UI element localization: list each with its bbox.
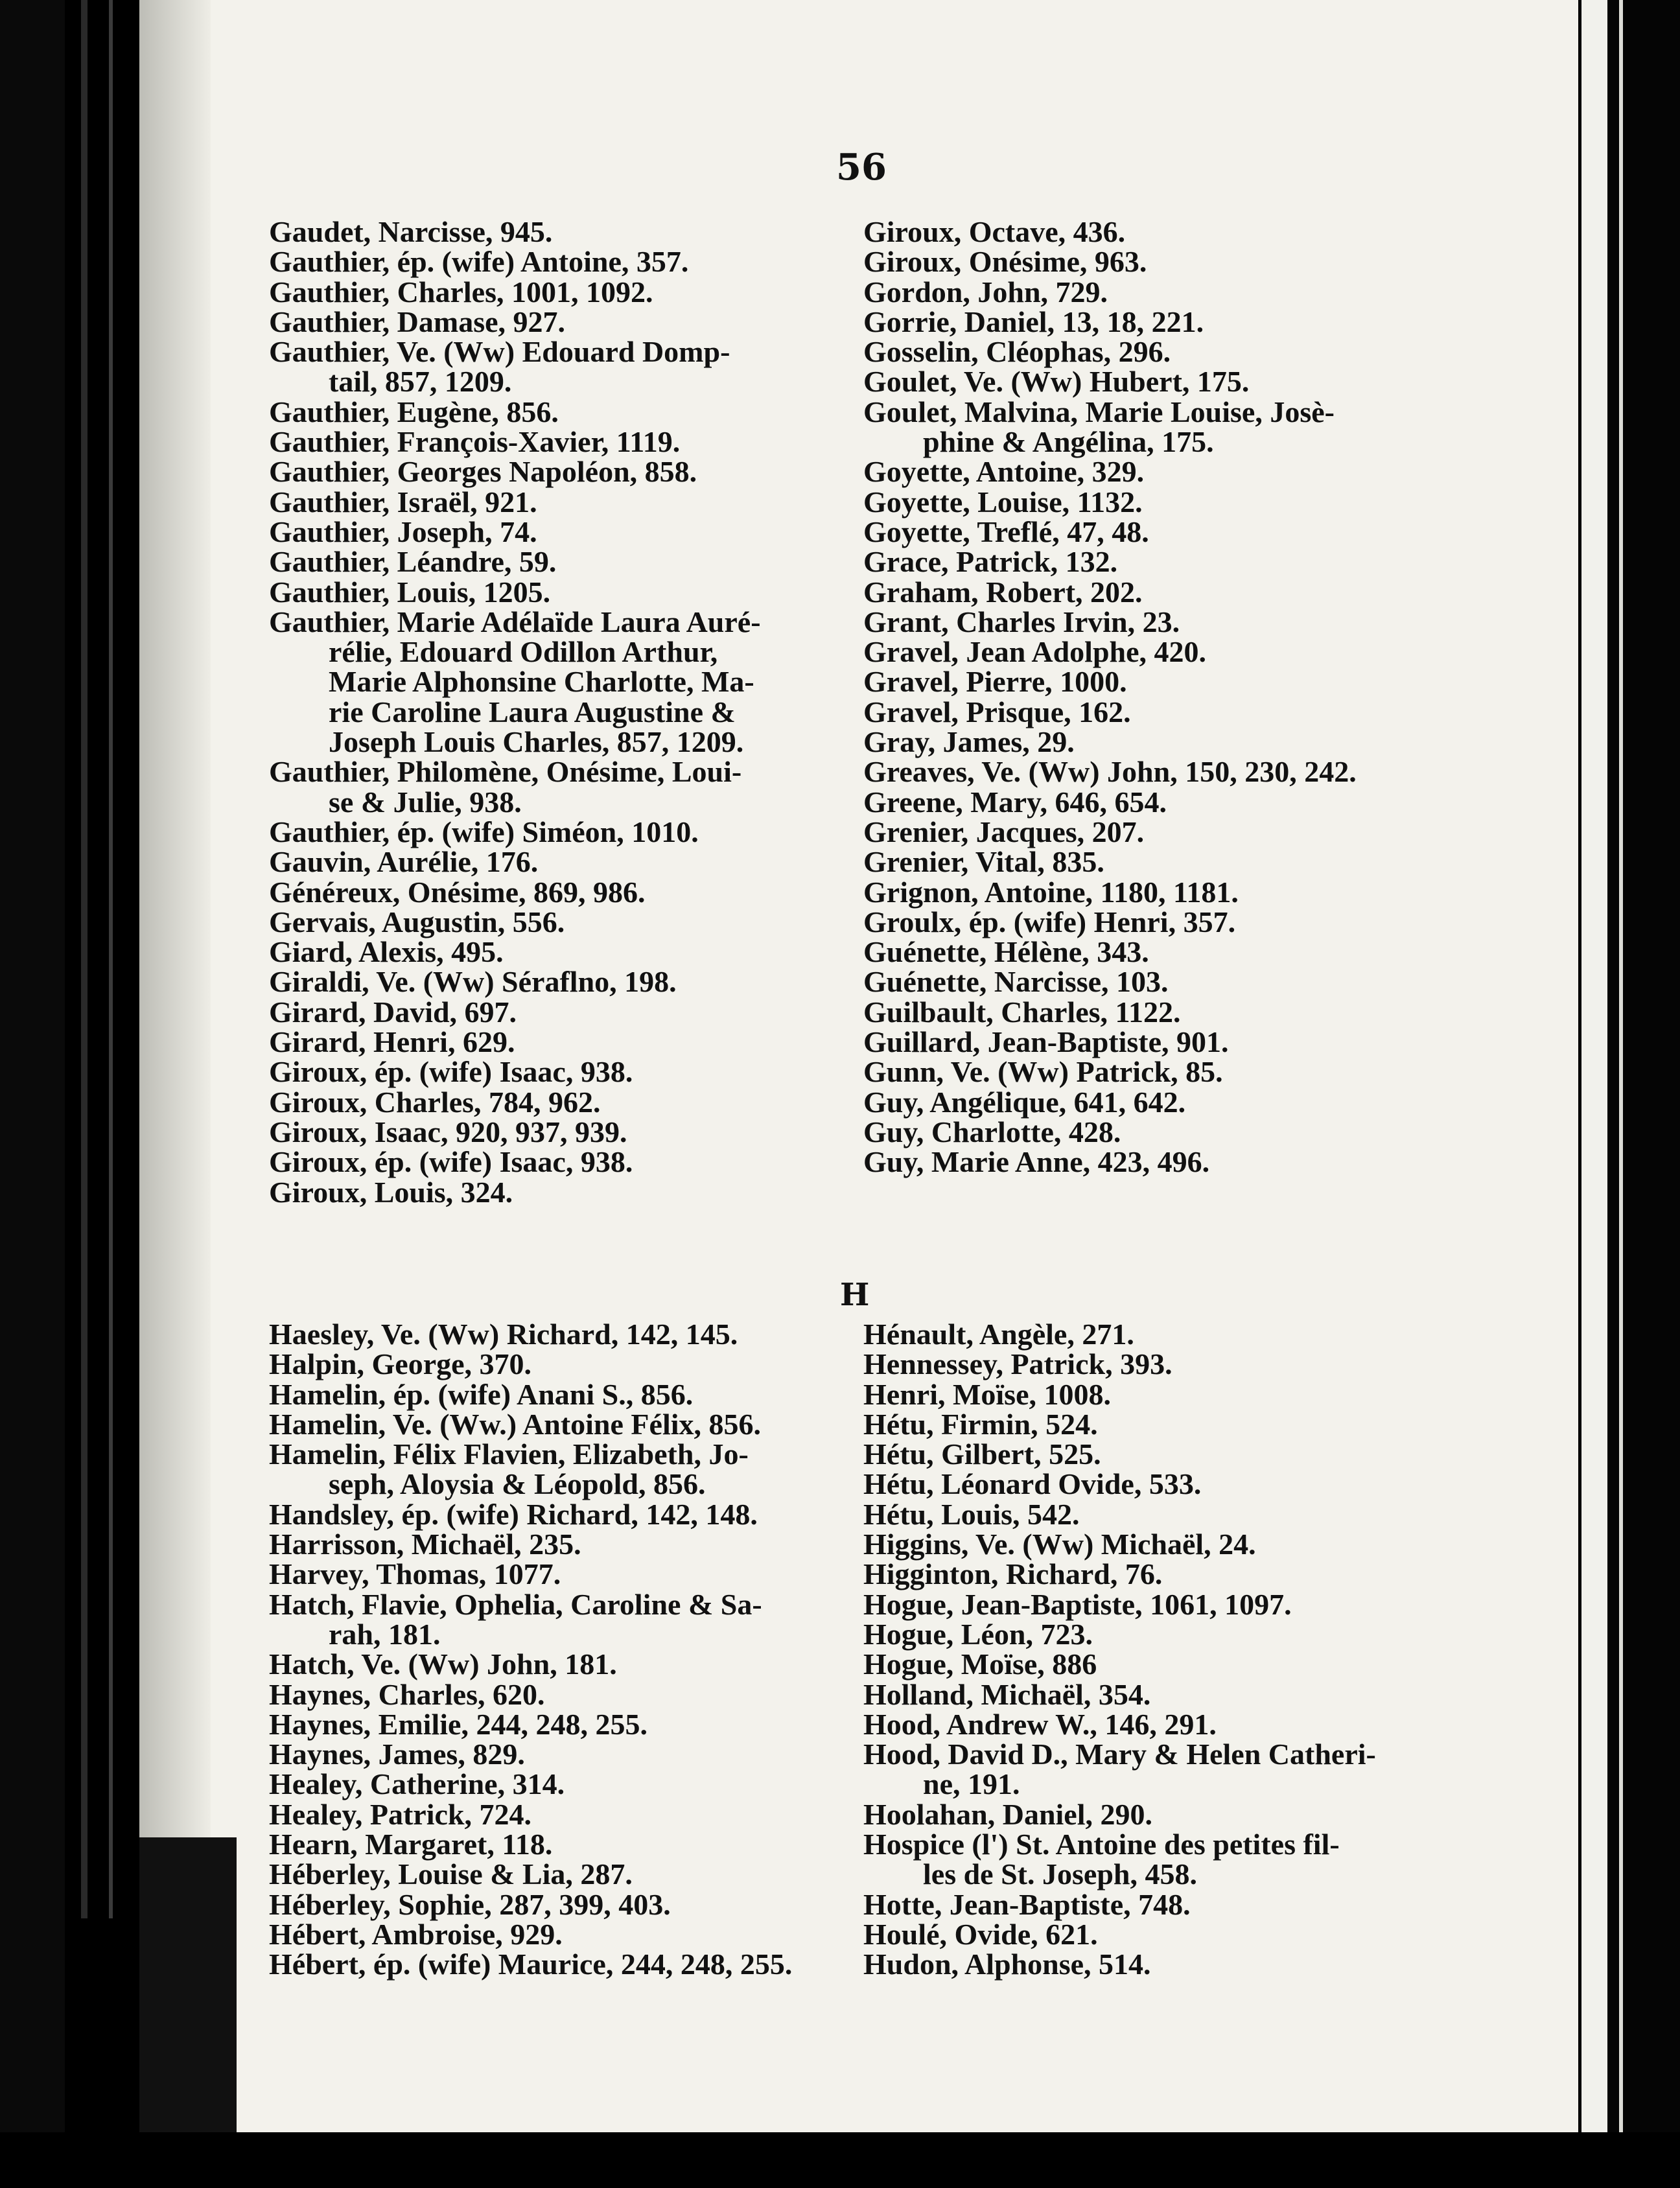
index-entry: Hamelin, Ve. (Ww.) Antoine Félix, 856. [269, 1407, 761, 1441]
index-entry: Hudon, Alphonse, 514. [863, 1948, 1151, 1981]
index-entry: Gordon, John, 729. [863, 275, 1108, 308]
index-entry: Haynes, Charles, 620. [269, 1677, 545, 1711]
index-entry: Hogue, Léon, 723. [863, 1617, 1093, 1651]
index-entry: Héberley, Sophie, 287, 399, 403. [269, 1887, 671, 1921]
index-entry: Girard, David, 697. [269, 995, 517, 1029]
index-entry: Giroux, Octave, 436. [863, 215, 1126, 248]
index-entry: Hénault, Angèle, 271. [863, 1318, 1134, 1351]
binding-edge-inner [109, 0, 113, 1918]
index-entry: Haynes, Emilie, 244, 248, 255. [269, 1707, 648, 1741]
page-corner-shadow [139, 1837, 237, 2136]
index-entry: Gauthier, Georges Napoléon, 858. [269, 455, 697, 489]
index-entry: Houlé, Ovide, 621. [863, 1917, 1098, 1951]
page-edge-stripe-2 [1619, 0, 1623, 2188]
index-entry: Gunn, Ve. (Ww) Patrick, 85. [863, 1055, 1223, 1089]
index-entry: Gauvin, Aurélie, 176. [269, 845, 539, 879]
index-entry: Guilbault, Charles, 1122. [863, 995, 1181, 1029]
index-entry: Healey, Patrick, 724. [269, 1797, 531, 1831]
index-entry: Hearn, Margaret, 118. [269, 1828, 553, 1861]
index-entry: Haesley, Ve. (Ww) Richard, 142, 145. [269, 1318, 738, 1351]
index-entry: Gravel, Jean Adolphe, 420. [863, 635, 1207, 669]
index-entry: Hennessey, Patrick, 393. [863, 1347, 1172, 1381]
index-column-left-h [269, 1320, 839, 1980]
index-entry: Haynes, James, 829. [269, 1738, 525, 1771]
index-entry: Hatch, Ve. (Ww) John, 181. [269, 1647, 617, 1681]
index-entry: Higgins, Ve. (Ww) Michaël, 24. [863, 1528, 1256, 1561]
index-entry: Grant, Charles Irvin, 23. [863, 605, 1180, 638]
page-gutter-shadow [139, 0, 211, 2136]
index-entry: Grenier, Vital, 835. [863, 845, 1104, 879]
index-entry: Giroux, Onésime, 963. [863, 245, 1147, 279]
index-entry: Girard, Henri, 629. [269, 1025, 515, 1059]
index-entry: Goyette, Louise, 1132. [863, 485, 1143, 518]
index-entry: Gauthier, ép. (wife) Antoine, 357. [269, 245, 689, 279]
index-entry: Guénette, Hélène, 343. [863, 935, 1149, 969]
index-entry: Grignon, Antoine, 1180, 1181. [863, 875, 1239, 909]
index-entry: Giroux, ép. (wife) Isaac, 938. [269, 1145, 633, 1179]
index-entry: Giard, Alexis, 495. [269, 935, 504, 969]
index-entry: Hétu, Firmin, 524. [863, 1407, 1098, 1441]
index-entry: Hatch, Flavie, Ophelia, Caroline & Sa- rah, 181. [269, 1587, 762, 1651]
index-entry: Guy, Angélique, 641, 642. [863, 1085, 1186, 1119]
index-entry: Hood, David D., Mary & Helen Catheri- ne, 191. [863, 1738, 1376, 1801]
index-entry: Harvey, Thomas, 1077. [269, 1557, 561, 1591]
index-entry: Giroux, ép. (wife) Isaac, 938. [269, 1055, 633, 1089]
index-entry: Gauthier, Joseph, 74. [269, 515, 537, 548]
index-entry: Gravel, Prisque, 162. [863, 695, 1131, 728]
index-entry: Généreux, Onésime, 869, 986. [269, 875, 646, 909]
index-entry: Héberley, Louise & Lia, 287. [269, 1857, 633, 1891]
index-entry: Gervais, Augustin, 556. [269, 905, 565, 938]
index-entry: Giroux, Louis, 324. [269, 1175, 513, 1209]
index-entry: Guénette, Narcisse, 103. [863, 965, 1169, 999]
index-entry: Grace, Patrick, 132. [863, 545, 1118, 579]
index-entry: Hébert, Ambroise, 929. [269, 1917, 563, 1951]
index-column-left [269, 217, 839, 1207]
index-entry: Hogue, Jean-Baptiste, 1061, 1097. [863, 1587, 1292, 1621]
index-entry: Hood, Andrew W., 146, 291. [863, 1707, 1217, 1741]
index-entry: Gauthier, Israël, 921. [269, 485, 537, 518]
page-number: 56 [836, 146, 887, 189]
index-entry: Gorrie, Daniel, 13, 18, 221. [863, 305, 1204, 338]
index-entry: Greaves, Ve. (Ww) John, 150, 230, 242. [863, 755, 1357, 789]
index-entry: Hétu, Léonard Ovide, 533. [863, 1467, 1202, 1501]
index-entry: Hamelin, Félix Flavien, Elizabeth, Jo- seph, Aloysia & Léopold, 856. [269, 1437, 749, 1501]
index-entry: Gauthier, Philomène, Onésime, Loui- se & Julie, 938. [269, 755, 742, 819]
index-entry: Higginton, Richard, 76. [863, 1557, 1163, 1591]
index-entry: Gauthier, Léandre, 59. [269, 545, 557, 579]
index-entry: Goulet, Malvina, Marie Louise, Josè- phine & Angélina, 175. [863, 395, 1335, 459]
index-entry: Guillard, Jean-Baptiste, 901. [863, 1025, 1229, 1059]
index-entry: Gauthier, Eugène, 856. [269, 395, 559, 428]
index-entry: Henri, Moïse, 1008. [863, 1377, 1111, 1411]
index-entry: Hoolahan, Daniel, 290. [863, 1797, 1153, 1831]
index-column-right [863, 217, 1434, 1178]
index-entry: Greene, Mary, 646, 654. [863, 785, 1167, 819]
index-entry: Goyette, Treflé, 47, 48. [863, 515, 1149, 548]
index-entry: Halpin, George, 370. [269, 1347, 532, 1381]
index-entry: Graham, Robert, 202. [863, 575, 1143, 609]
index-entry: Healey, Catherine, 314. [269, 1767, 565, 1801]
index-entry: Giroux, Isaac, 920, 937, 939. [269, 1115, 627, 1148]
index-entry: Handsley, ép. (wife) Richard, 142, 148. [269, 1497, 758, 1531]
index-entry: Holland, Michaël, 354. [863, 1677, 1151, 1711]
index-entry: Harrisson, Michaël, 235. [269, 1528, 581, 1561]
binding-edge [81, 0, 88, 1918]
index-entry: Hospice (l') St. Antoine des petites fil- les de St. Joseph, 458. [863, 1828, 1340, 1891]
index-entry: Gravel, Pierre, 1000. [863, 665, 1127, 699]
index-entry: Gauthier, Damase, 927. [269, 305, 566, 338]
index-entry: Gauthier, François-Xavier, 1119. [269, 425, 681, 459]
scan-border-right [1581, 0, 1680, 2188]
index-entry: Hotte, Jean-Baptiste, 748. [863, 1887, 1191, 1921]
index-entry: Hétu, Gilbert, 525. [863, 1437, 1101, 1471]
index-entry: Gauthier, Charles, 1001, 1092. [269, 275, 653, 308]
index-entry: Hébert, ép. (wife) Maurice, 244, 248, 255. [269, 1948, 793, 1981]
index-column-right-h [863, 1320, 1434, 1980]
index-entry: Gray, James, 29. [863, 725, 1075, 759]
index-entry: Hétu, Louis, 542. [863, 1497, 1080, 1531]
index-entry: Giraldi, Ve. (Ww) Séraflno, 198. [269, 965, 677, 999]
index-entry: Gaudet, Narcisse, 945. [269, 215, 553, 248]
index-entry: Goyette, Antoine, 329. [863, 455, 1145, 489]
page-edge-stripe [1581, 0, 1607, 2188]
index-entry: Hamelin, ép. (wife) Anani S., 856. [269, 1377, 694, 1411]
index-entry: Goulet, Ve. (Ww) Hubert, 175. [863, 365, 1250, 399]
index-entry: Grenier, Jacques, 207. [863, 815, 1145, 848]
index-entry: Guy, Charlotte, 428. [863, 1115, 1121, 1148]
index-entry: Gauthier, Ve. (Ww) Edouard Domp- tail, 857, 1209. [269, 335, 730, 399]
section-heading-h: H [840, 1277, 870, 1313]
index-entry: Gauthier, Louis, 1205. [269, 575, 551, 609]
index-entry: Giroux, Charles, 784, 962. [269, 1085, 601, 1119]
index-entry: Gauthier, Marie Adélaïde Laura Auré- rélie, Edouard Odillon Arthur, Marie Alphonsine Charlotte, Ma- rie Caroline Laura Augustine & Joseph Louis Charles, 857, 1209. [269, 605, 761, 759]
index-entry: Gosselin, Cléophas, 296. [863, 335, 1171, 369]
index-entry: Gauthier, ép. (wife) Siméon, 1010. [269, 815, 699, 848]
scan-border-bottom [0, 2132, 1680, 2188]
index-entry: Hogue, Moïse, 886 [863, 1647, 1097, 1681]
scan-border-left [0, 0, 65, 2188]
index-entry: Groulx, ép. (wife) Henri, 357. [863, 905, 1236, 938]
index-entry: Guy, Marie Anne, 423, 496. [863, 1145, 1210, 1179]
